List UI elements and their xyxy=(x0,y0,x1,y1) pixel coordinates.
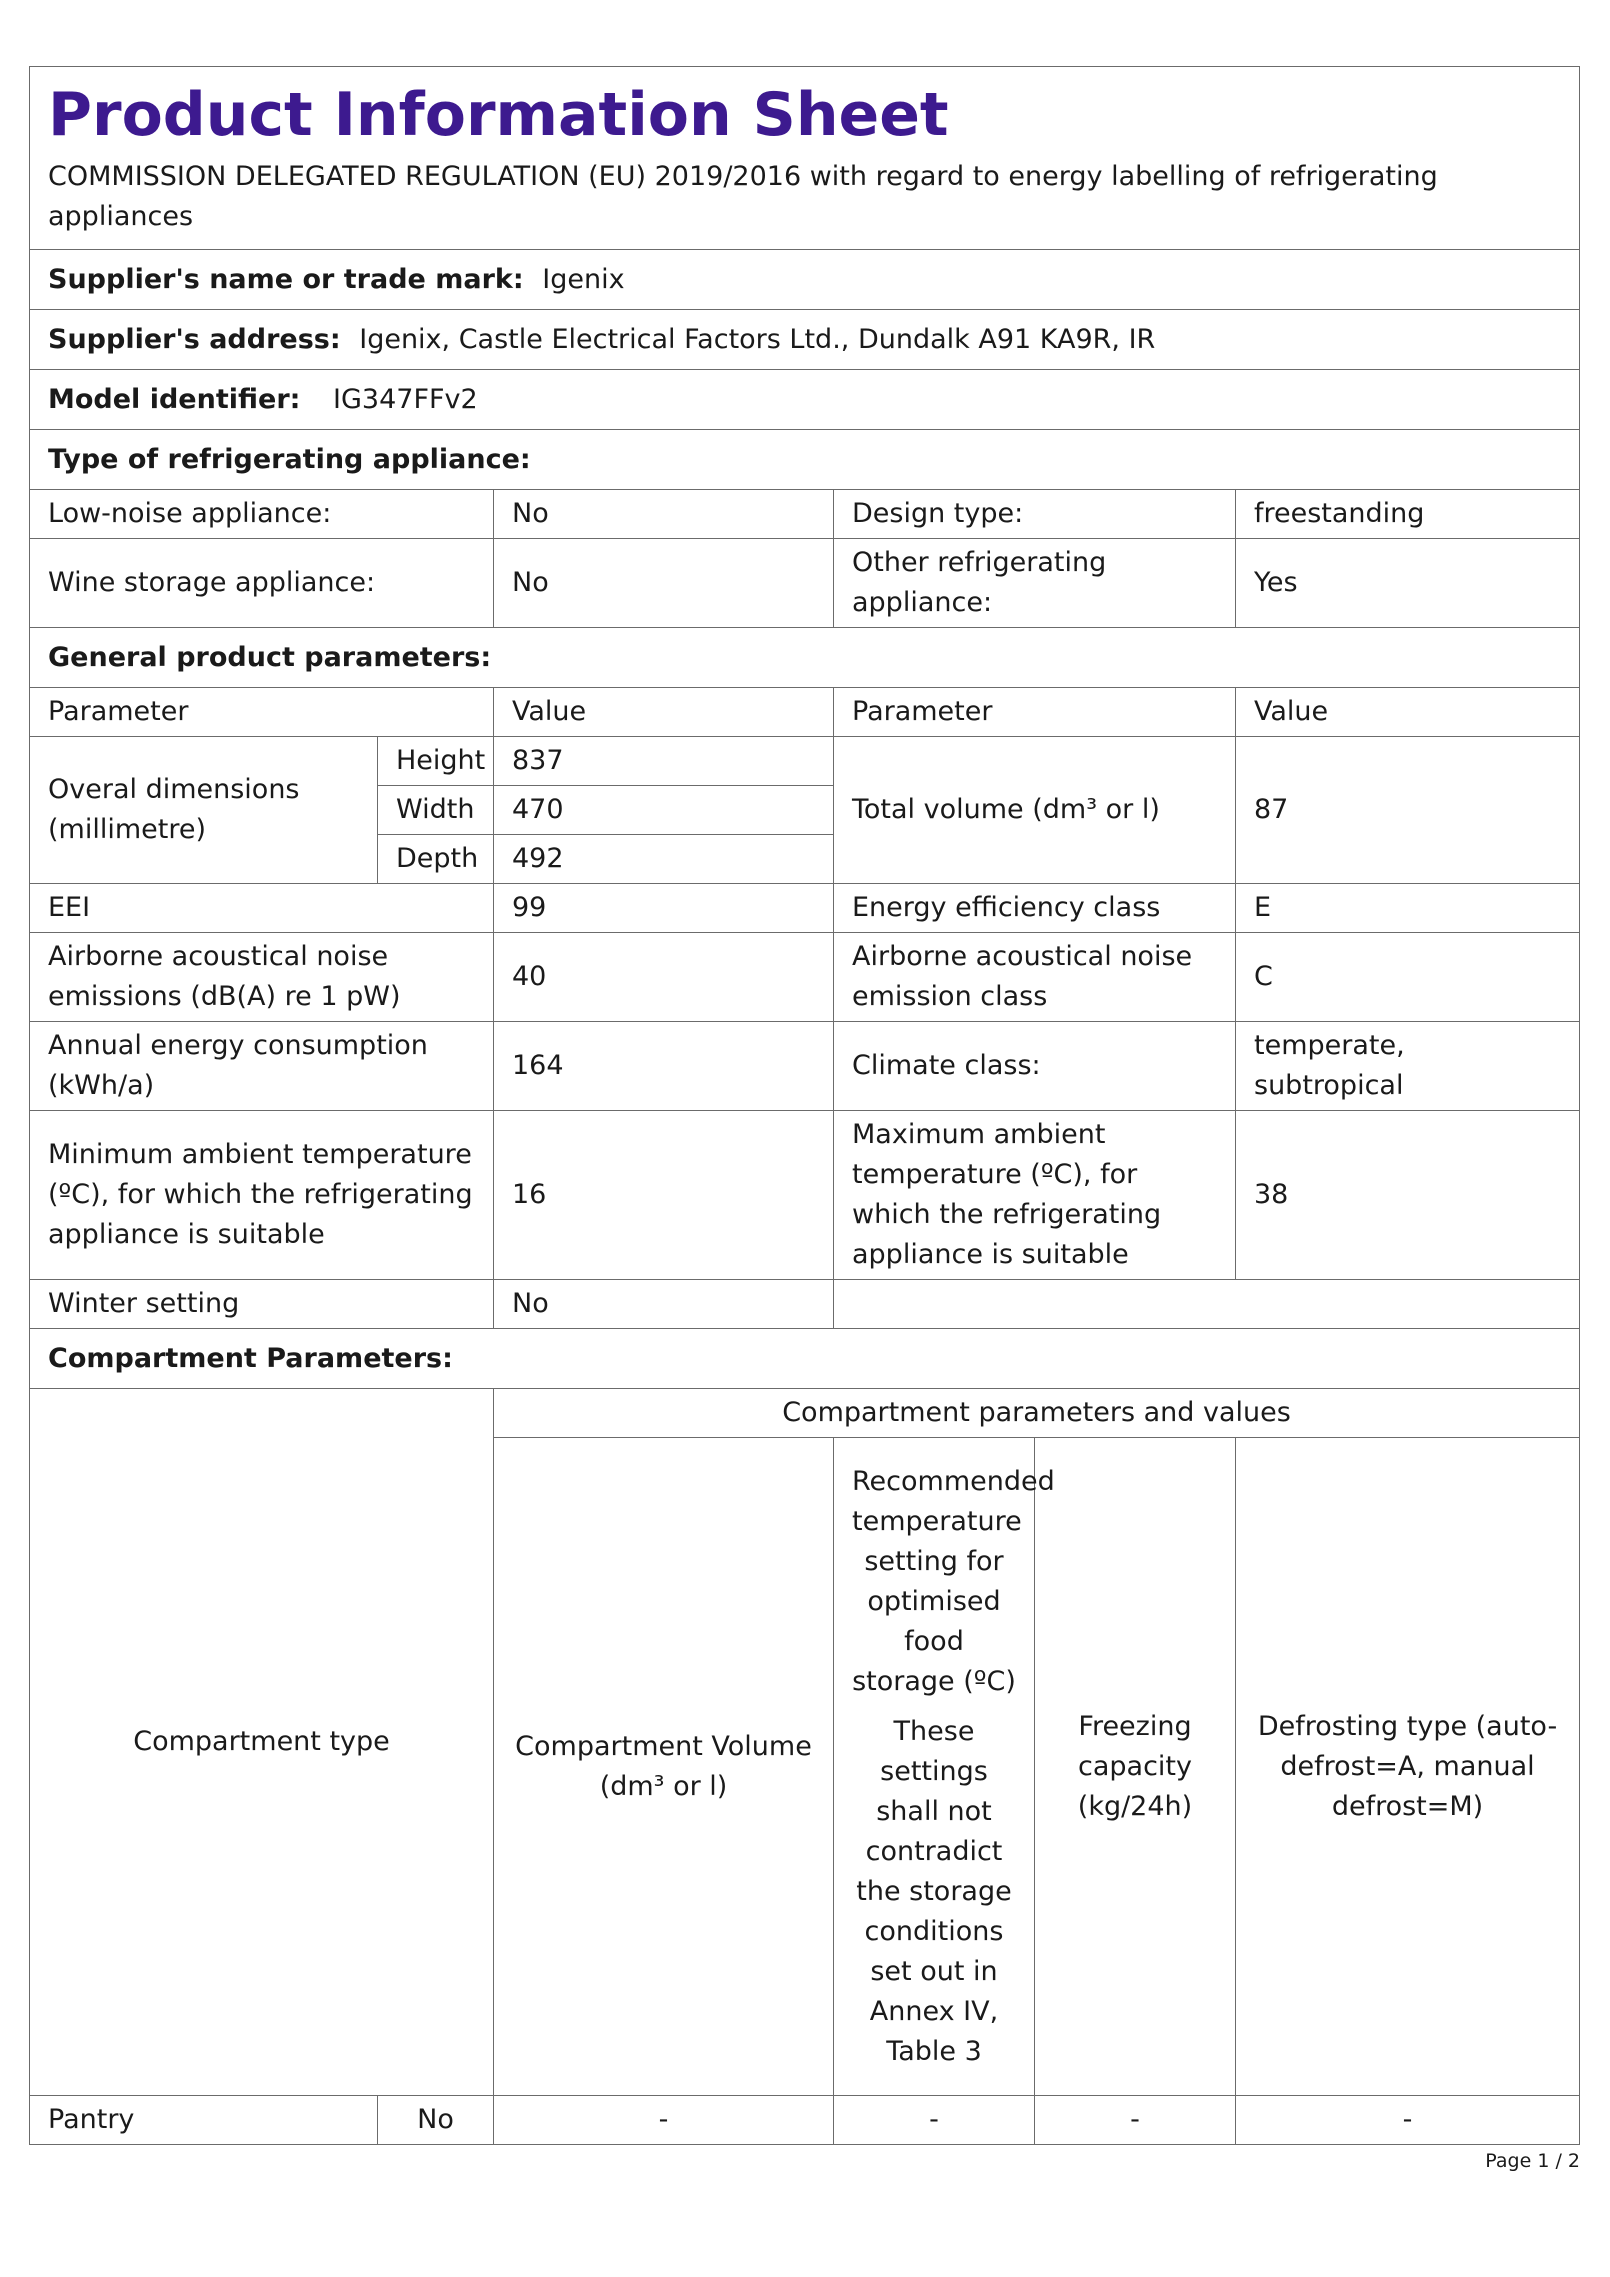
width-label: Width xyxy=(378,786,494,835)
freezing-capacity-header: Freezing capacity (kg/24h) xyxy=(1035,1438,1236,2096)
height-label: Height xyxy=(378,737,494,786)
other-appliance-value: Yes xyxy=(1236,539,1580,628)
winter-setting-label: Winter setting xyxy=(30,1280,494,1329)
climate-class-value: temperate, subtropical xyxy=(1236,1022,1580,1111)
climate-class-label: Climate class: xyxy=(834,1022,1236,1111)
other-appliance-label: Other refrigerating appliance: xyxy=(834,539,1236,628)
max-ambient-temp-label: Maximum ambient temperature (ºC), for which the refrigerating appliance is suitable xyxy=(834,1111,1236,1280)
total-volume-value: 87 xyxy=(1236,737,1580,884)
winter-setting-value: No xyxy=(494,1280,834,1329)
energy-class-value: E xyxy=(1236,884,1580,933)
low-noise-label: Low-noise appliance: xyxy=(30,490,494,539)
height-value: 837 xyxy=(494,737,834,786)
compartment-present: No xyxy=(378,2096,494,2145)
recommended-temp-header xyxy=(834,1438,1055,2096)
page-number: Page 1 / 2 xyxy=(1485,2150,1580,2172)
low-noise-value: No xyxy=(494,490,834,539)
model-row xyxy=(30,370,1580,430)
annual-energy-label: Annual energy consumption (kWh/a) xyxy=(30,1022,494,1111)
min-ambient-temp-label: Minimum ambient temperature (ºC), for which the refrigerating appliance is suitable xyxy=(30,1111,494,1280)
eei-value: 99 xyxy=(494,884,834,933)
compartment-name: Pantry xyxy=(30,2096,378,2145)
noise-emission-value: 40 xyxy=(494,933,834,1022)
annual-energy-value: 164 xyxy=(494,1022,834,1111)
empty-cell xyxy=(834,1280,1580,1329)
width-value: 470 xyxy=(494,786,834,835)
min-ambient-temp-value: 16 xyxy=(494,1111,834,1280)
depth-label: Depth xyxy=(378,835,494,884)
depth-value: 492 xyxy=(494,835,834,884)
compartment-heading: Compartment Parameters: xyxy=(30,1329,1580,1389)
compartment-volume-header: Compartment Volume (dm³ or l) xyxy=(494,1438,834,2096)
general-heading: General product parameters: xyxy=(30,628,1580,688)
compartment-temp-value: - xyxy=(834,2096,1035,2145)
eei-label: EEI xyxy=(30,884,494,933)
noise-emission-label: Airborne acoustical noise emissions (dB(A) re 1 pW) xyxy=(30,933,494,1022)
compartment-type-header: Compartment type xyxy=(30,1389,494,2096)
max-ambient-temp-value: 38 xyxy=(1236,1111,1580,1280)
supplier-address-row xyxy=(30,310,1580,370)
supplier-address-label: Supplier's address: xyxy=(48,323,341,355)
supplier-name-value: Igenix xyxy=(542,263,625,295)
compartment-group-header: Compartment parameters and values xyxy=(494,1389,1580,1438)
design-type-label: Design type: xyxy=(834,490,1236,539)
type-heading: Type of refrigerating appliance: xyxy=(30,430,1580,490)
page-title: Product Information Sheet xyxy=(48,80,949,150)
noise-class-label: Airborne acoustical noise emission class xyxy=(834,933,1236,1022)
defrosting-type-header: Defrosting type (auto-defrost=A, manual defrost=M) xyxy=(1236,1438,1580,2096)
col-value-right: Value xyxy=(1236,688,1580,737)
model-label: Model identifier: xyxy=(48,383,301,415)
col-parameter-left: Parameter xyxy=(30,688,494,737)
regulation-text: COMMISSION DELEGATED REGULATION (EU) 2019/2016 with regard to energy labelling of refrigerating appliances xyxy=(48,161,1438,232)
dimensions-label: Overal dimensions (millimetre) xyxy=(30,737,378,884)
col-value-left: Value xyxy=(494,688,834,737)
storage-conditions-note: These settings shall not contradict the storage conditions set out in Annex IV, Table 3 xyxy=(856,1715,1012,2067)
product-information-table xyxy=(29,66,1580,2145)
supplier-address-value: Igenix, Castle Electrical Factors Ltd., Dundalk A91 KA9R, IR xyxy=(359,323,1156,355)
compartment-volume-value: - xyxy=(494,2096,834,2145)
noise-class-value: C xyxy=(1236,933,1580,1022)
recommended-temp-text: Recommended temperature setting for optimised food storage (ºC) xyxy=(852,1465,1055,1697)
total-volume-label: Total volume (dm³ or l) xyxy=(834,737,1236,884)
col-parameter-right: Parameter xyxy=(834,688,1236,737)
header-cell xyxy=(30,67,1580,250)
design-type-value: freestanding xyxy=(1236,490,1580,539)
supplier-name-row xyxy=(30,250,1580,310)
model-value: IG347FFv2 xyxy=(333,383,478,415)
compartment-defrost-value: - xyxy=(1236,2096,1580,2145)
table-row xyxy=(30,2096,1580,2145)
compartment-freezing-value: - xyxy=(1035,2096,1236,2145)
energy-class-label: Energy efficiency class xyxy=(834,884,1236,933)
wine-storage-label: Wine storage appliance: xyxy=(30,539,494,628)
wine-storage-value: No xyxy=(494,539,834,628)
supplier-name-label: Supplier's name or trade mark: xyxy=(48,263,524,295)
